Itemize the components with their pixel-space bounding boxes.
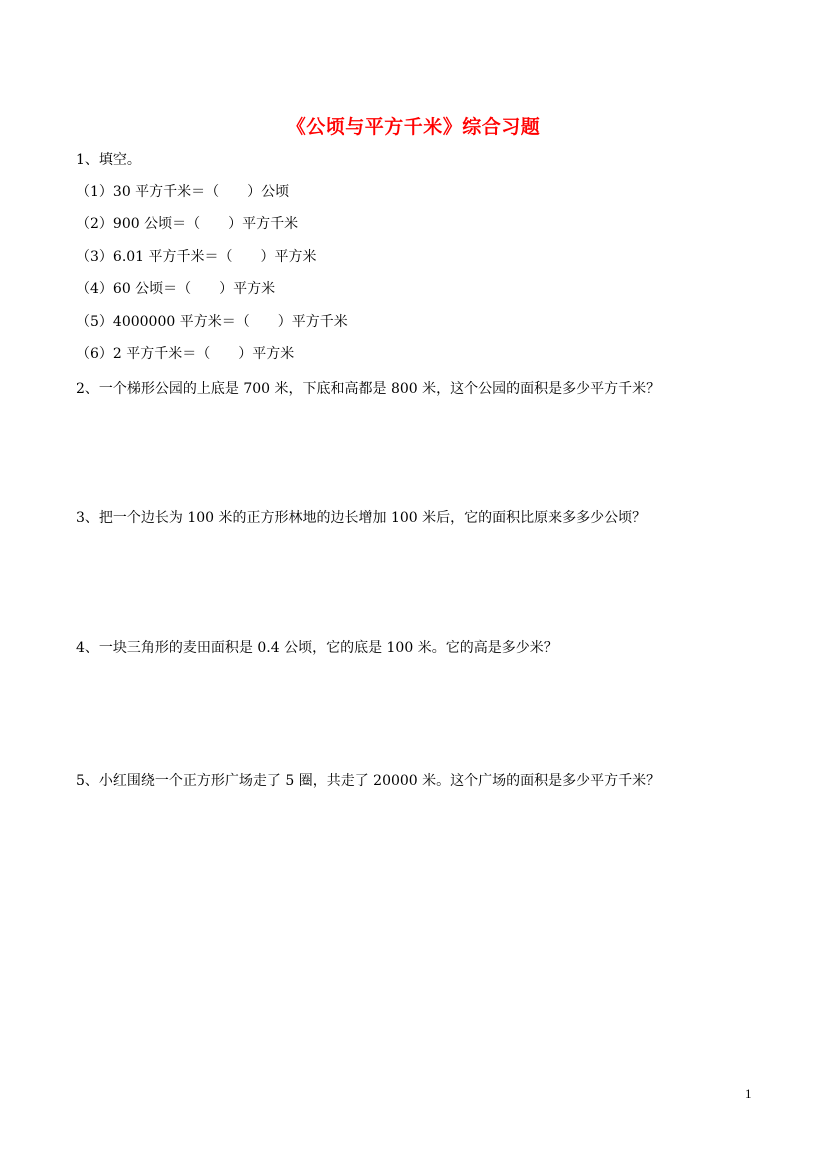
fill-blank-item-5: （5）4000000 平方米＝（ ）平方千米 [76, 314, 348, 330]
fill-blank-item-1: （1）30 平方千米＝（ ）公顷 [76, 184, 290, 200]
question-4: 4、一块三角形的麦田面积是 0.4 公顷，它的底是 100 米。它的高是多少米？ [76, 640, 558, 656]
worksheet-title: 《公顷与平方千米》综合习题 [286, 116, 541, 138]
question-3: 3、把一个边长为 100 米的正方形林地的边长增加 100 米后，它的面积比原来多多少公顷？ [76, 510, 647, 526]
page-number: 1 [745, 1086, 752, 1101]
question-5: 5、小红围绕一个正方形广场走了 5 圈，共走了 20000 米。这个广场的面积是多少平方千米？ [76, 773, 661, 789]
fill-blank-item-3: （3）6.01 平方千米＝（ ）平方米 [76, 249, 317, 265]
fill-blank-item-6: （6）2 平方千米＝（ ）平方米 [76, 346, 295, 362]
question-1-heading: 1、填空。 [76, 152, 141, 168]
fill-blank-item-4: （4）60 公顷＝（ ）平方米 [76, 281, 276, 297]
question-2: 2、一个梯形公园的上底是 700 米，下底和高都是 800 米，这个公园的面积是多少平方千米？ [76, 381, 661, 397]
fill-blank-item-2: （2）900 公顷＝（ ）平方千米 [76, 216, 299, 232]
